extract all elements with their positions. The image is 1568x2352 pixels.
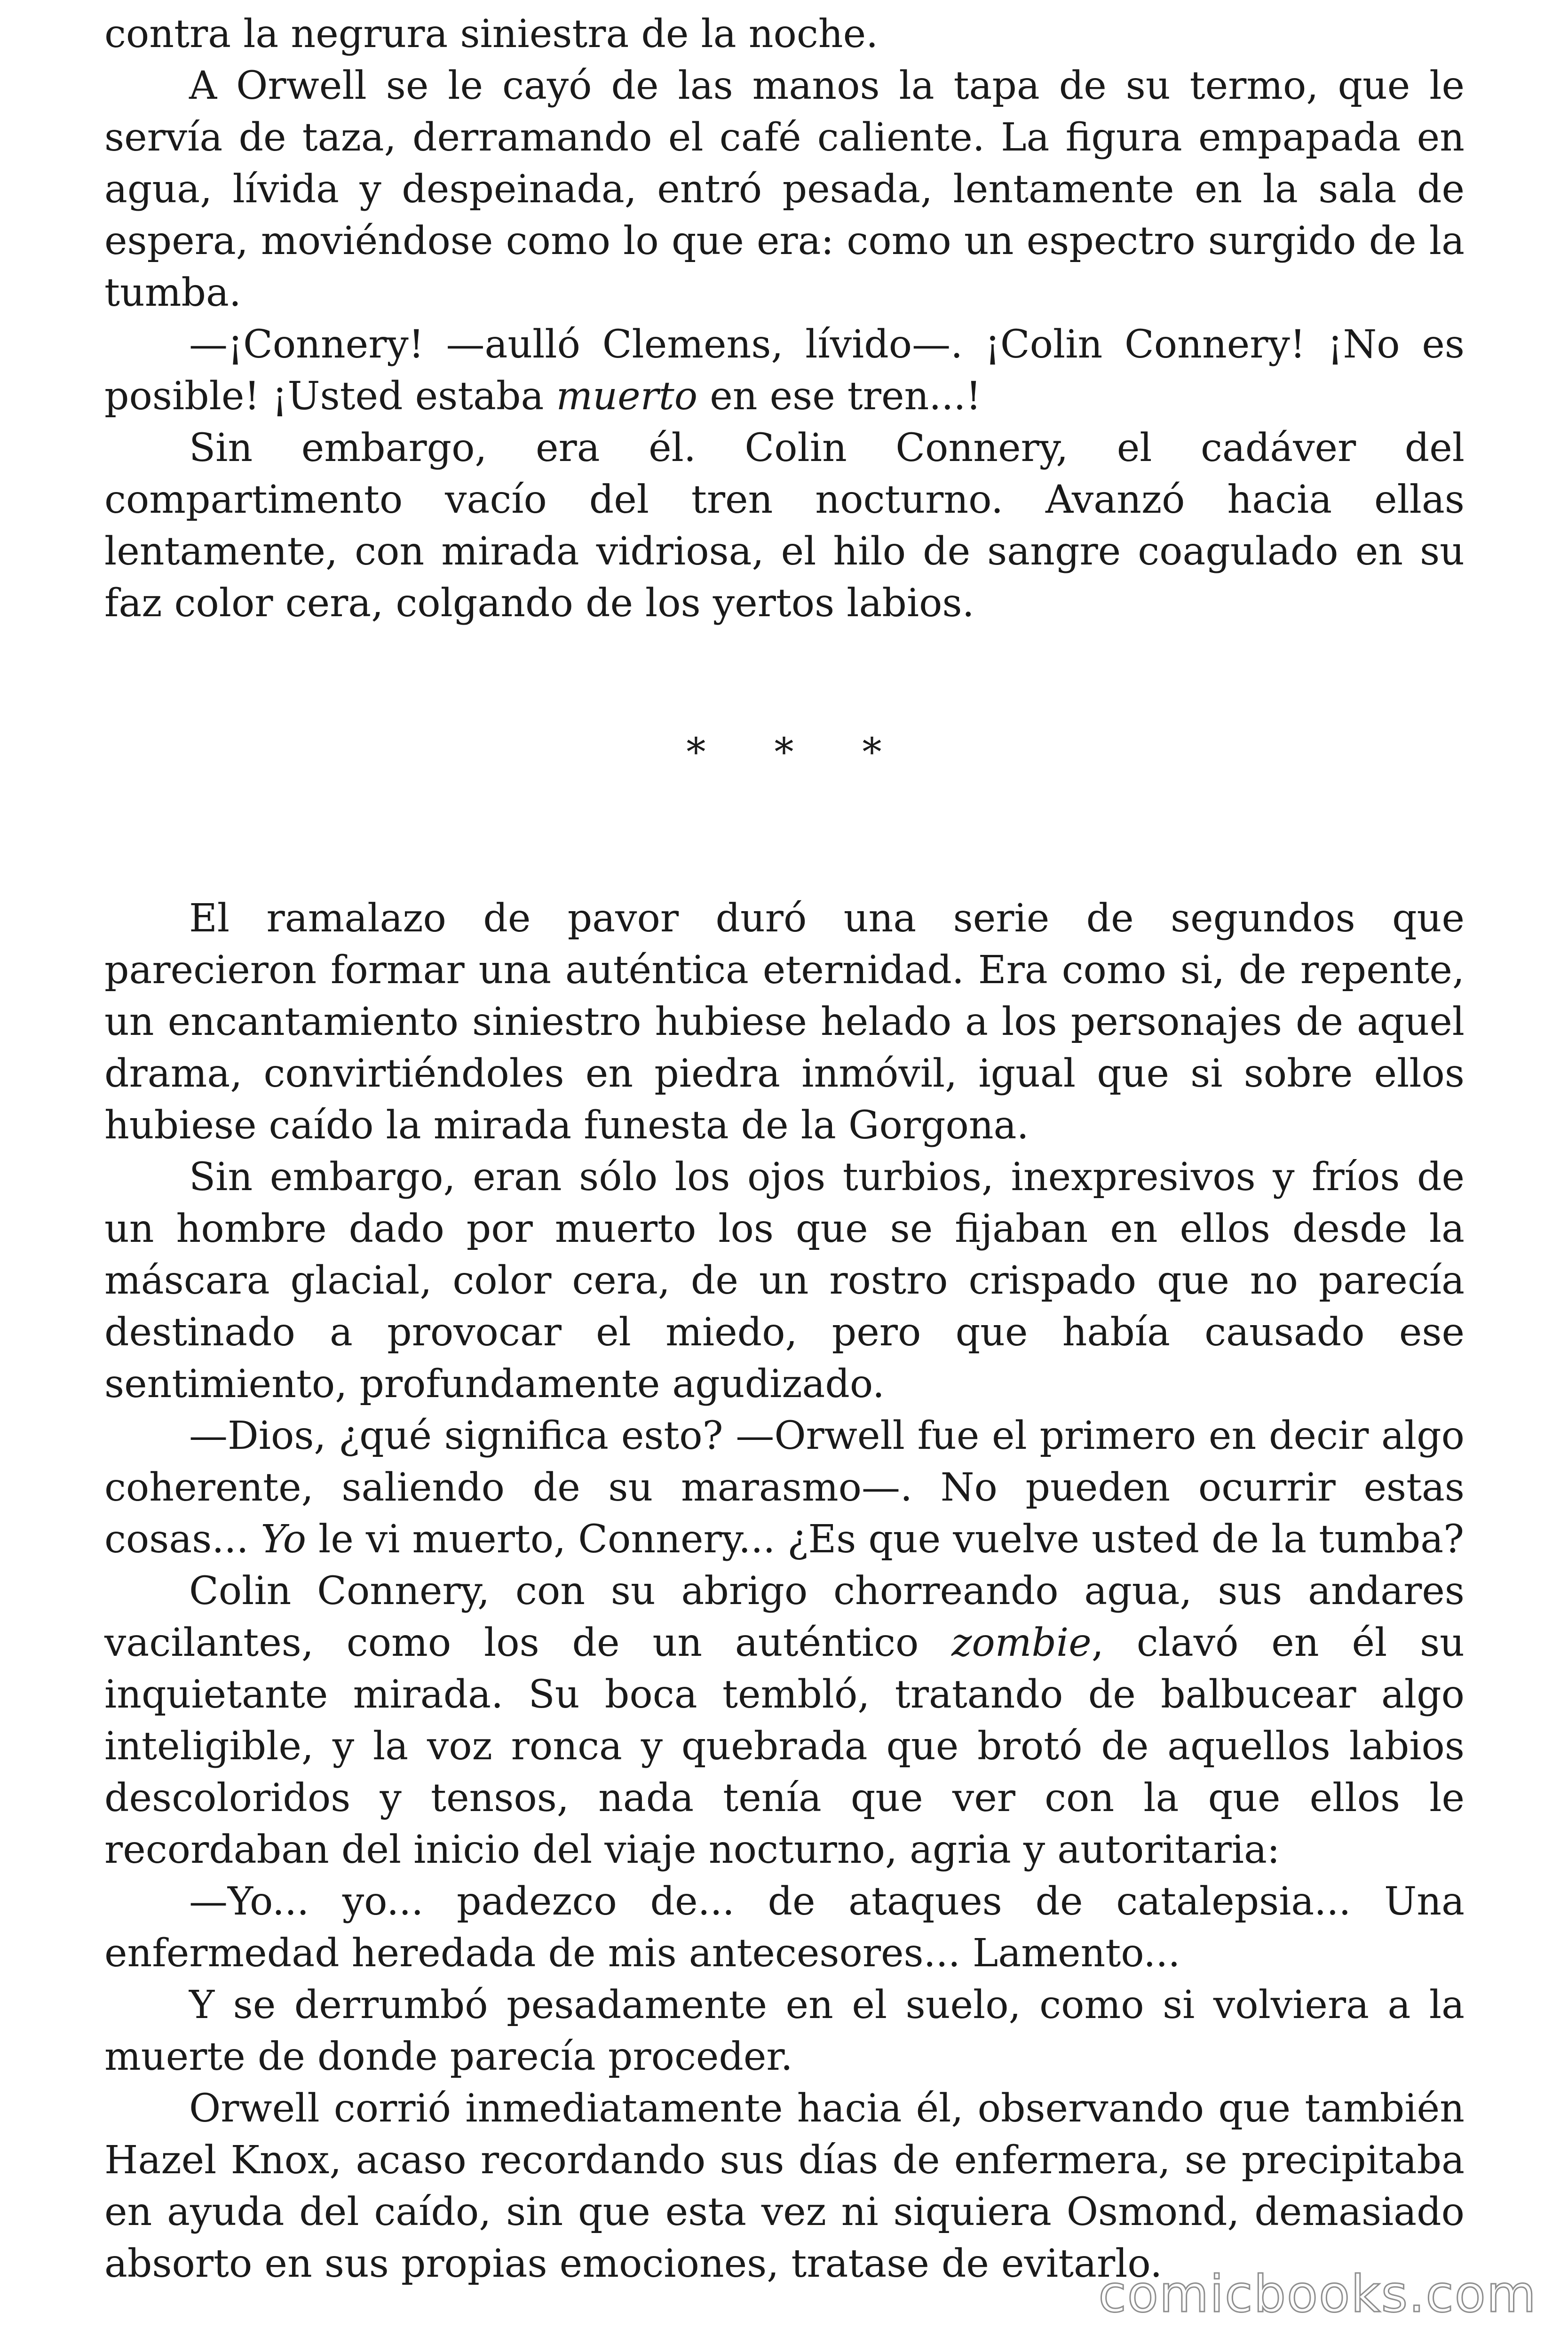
- paragraph: [104, 8, 1465, 60]
- paragraph-text: Sin embargo, eran sólo los ojos turbios, inexpresivos y fríos de un hombre dado por muerto los que se fijaban en ellos desde la máscara glacial, color cera, de un rostro crispado que no parecía destinado a provocar el miedo, pero que había causado ese sentimiento, profundamente agudizado.: [104, 1155, 1465, 1406]
- paragraph: [104, 1152, 1465, 1410]
- paragraph: [104, 893, 1465, 1152]
- paragraph-text: contra la negrura siniestra de la noche.: [104, 12, 879, 56]
- paragraph-text: Orwell corrió inmediatamente hacia él, observando que también Hazel Knox, acaso recordando sus días de enfermera, se precipitaba en ayuda del caído, sin que esta vez ni siquiera Osmond, demasiado absorto en sus propias emociones, tratase de evitarlo.: [104, 2086, 1465, 2286]
- scene-break: * * *: [686, 730, 910, 775]
- paragraph-text: —Dios, ¿qué significa esto? —Orwell fue el primero en decir algo coherente, saliendo de su marasmo—. No pueden ocurrir estas cosas...: [104, 1414, 1465, 1562]
- paragraph-text: —¡Connery! —aulló Clemens, lívido—. ¡Colin Connery! ¡No es posible! ¡Usted estaba: [104, 322, 1465, 419]
- paragraph-text: Y se derrumbó pesadamente en el suelo, como si volviera a la muerte de donde parecía proceder.: [104, 1983, 1465, 2079]
- paragraph-text: —Yo... yo... padezco de... de ataques de catalepsia... Una enfermedad heredada de mis antecesores... Lamento...: [104, 1879, 1465, 1976]
- paragraph: [104, 1876, 1465, 1979]
- paragraph: [104, 319, 1465, 422]
- paragraph-text: A Orwell se le cayó de las manos la tapa de su termo, que le servía de taza, derramando el café caliente. La figura empapada en agua, lívida y despeinada, entró pesada, lentamente en la sala de espera, moviéndose como lo que era: como un espectro surgido de la tumba.: [104, 64, 1465, 315]
- bottom-text-section: [104, 893, 1465, 2290]
- watermark: comicbooks.com: [1098, 2265, 1537, 2324]
- paragraph: [104, 1979, 1465, 2083]
- paragraph: [104, 422, 1465, 629]
- emphasis-text: Yo: [261, 1517, 306, 1562]
- emphasis-text: zombie: [951, 1621, 1092, 1665]
- paragraph-text: , clavó en él su inquietante mirada. Su boca tembló, tratando de balbucear algo inteligible, y la voz ronca y quebrada que brotó de aquellos labios descoloridos y tensos, nada tenía que ver con la que ellos le recordaban del inicio del viaje nocturno, agria y autoritaria:: [104, 1621, 1465, 1872]
- paragraph-text: le vi muerto, Connery... ¿Es que vuelve usted de la tumba?: [306, 1517, 1465, 1562]
- paragraph: [104, 1565, 1465, 1876]
- paragraph: [104, 1410, 1465, 1565]
- paragraph-text: El ramalazo de pavor duró una serie de segundos que parecieron formar una auténtica eternidad. Era como si, de repente, un encantamiento siniestro hubiese helado a los personajes de aquel drama, convirtiéndoles en piedra inmóvil, igual que si sobre ellos hubiese caído la mirada funesta de la Gorgona.: [104, 896, 1465, 1148]
- emphasis-text: muerto: [556, 374, 698, 419]
- paragraph: [104, 60, 1465, 319]
- paragraph: [104, 2083, 1465, 2290]
- paragraph-text: en ese tren...!: [697, 374, 982, 419]
- top-text-section: [104, 8, 1465, 629]
- paragraph-text: Sin embargo, era él. Colin Connery, el cadáver del compartimento vacío del tren nocturno. Avanzó hacia ellas lentamente, con mirada vidriosa, el hilo de sangre coagulado en su faz color cera, colgando de los yertos labios.: [104, 426, 1465, 626]
- paragraph-text: Colin Connery, con su abrigo chorreando agua, sus andares vacilantes, como los de un auténtico: [104, 1569, 1465, 1665]
